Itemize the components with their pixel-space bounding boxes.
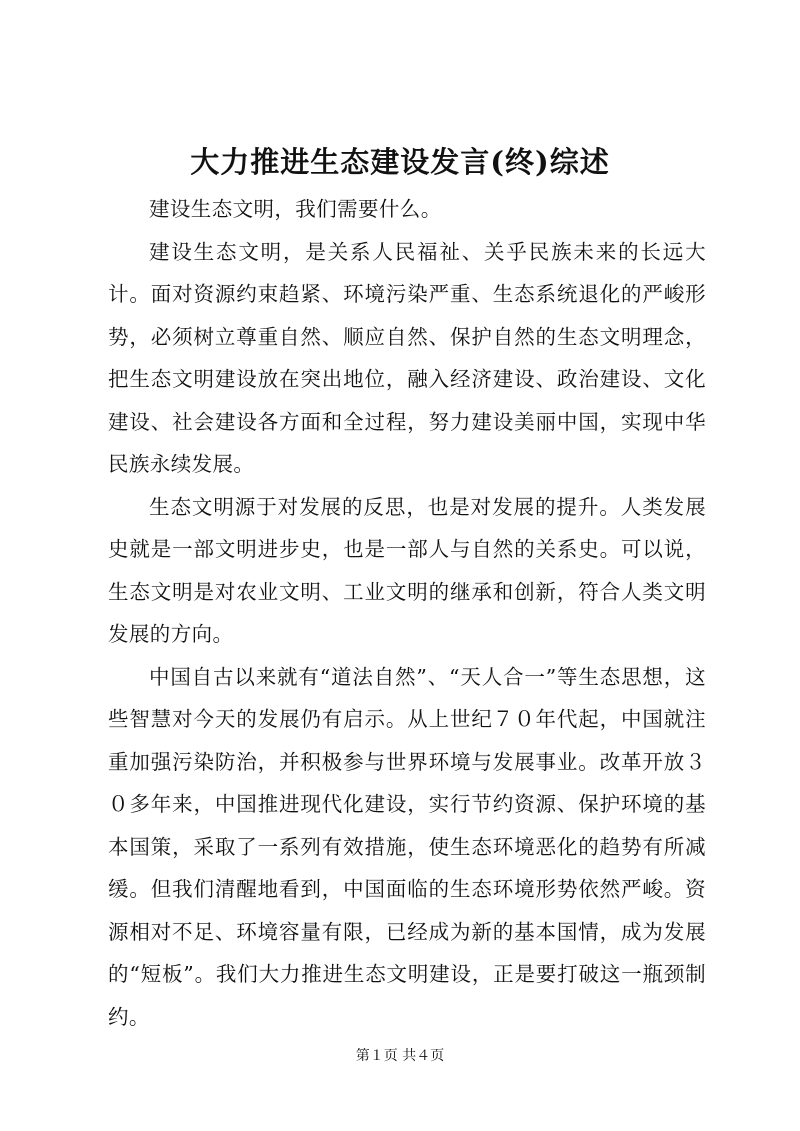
paragraph-4: 中国自古以来就有“道法自然”、“天人合一”等生态思想，这些智慧对今天的发展仍有启示。从上世纪７０年代起，中国就注重加强污染防治，并积极参与世界环境与发展事业。改革开放３０多年来，中国推进现代化建设，实行节约资源、保护环境的基本国策，采取了一系列有效措施，使生态环境恶化的趋势有所减缓。但我们清醒地看到，中国面临的生态环境形势依然严峻。资源相对不足、环境容量有限，已经成为新的基本国情，成为发展的“短板”。我们大力推进生态文明建设，正是要打破这一瓶颈制约。 — [108, 664, 706, 1029]
paragraph-2: 建设生态文明，是关系人民福祉、关乎民族未来的长远大计。面对资源约束趋紧、环境污染严重、生态系统退化的严峻形势，必须树立尊重自然、顺应自然、保护自然的生态文明理念，把生态文明建设放在突出地位，融入经济建设、政治建设、文化建设、社会建设各方面和全过程，努力建设美丽中国，实现中华民族永续发展。 — [108, 239, 706, 476]
page-number-footer: 第１页 共４页 — [355, 1048, 445, 1064]
document-body — [108, 188, 706, 1038]
paragraph-1: 建设生态文明，我们需要什么。 — [149, 197, 442, 221]
document-title: 大力推进生态建设发言(终)综述 — [190, 145, 610, 179]
paragraph-3: 生态文明源于对发展的反思，也是对发展的提升。人类发展史就是一部文明进步史，也是一部人与自然的关系史。可以说，生态文明是对农业文明、工业文明的继承和创新，符合人类文明发展的方向。 — [108, 494, 706, 646]
